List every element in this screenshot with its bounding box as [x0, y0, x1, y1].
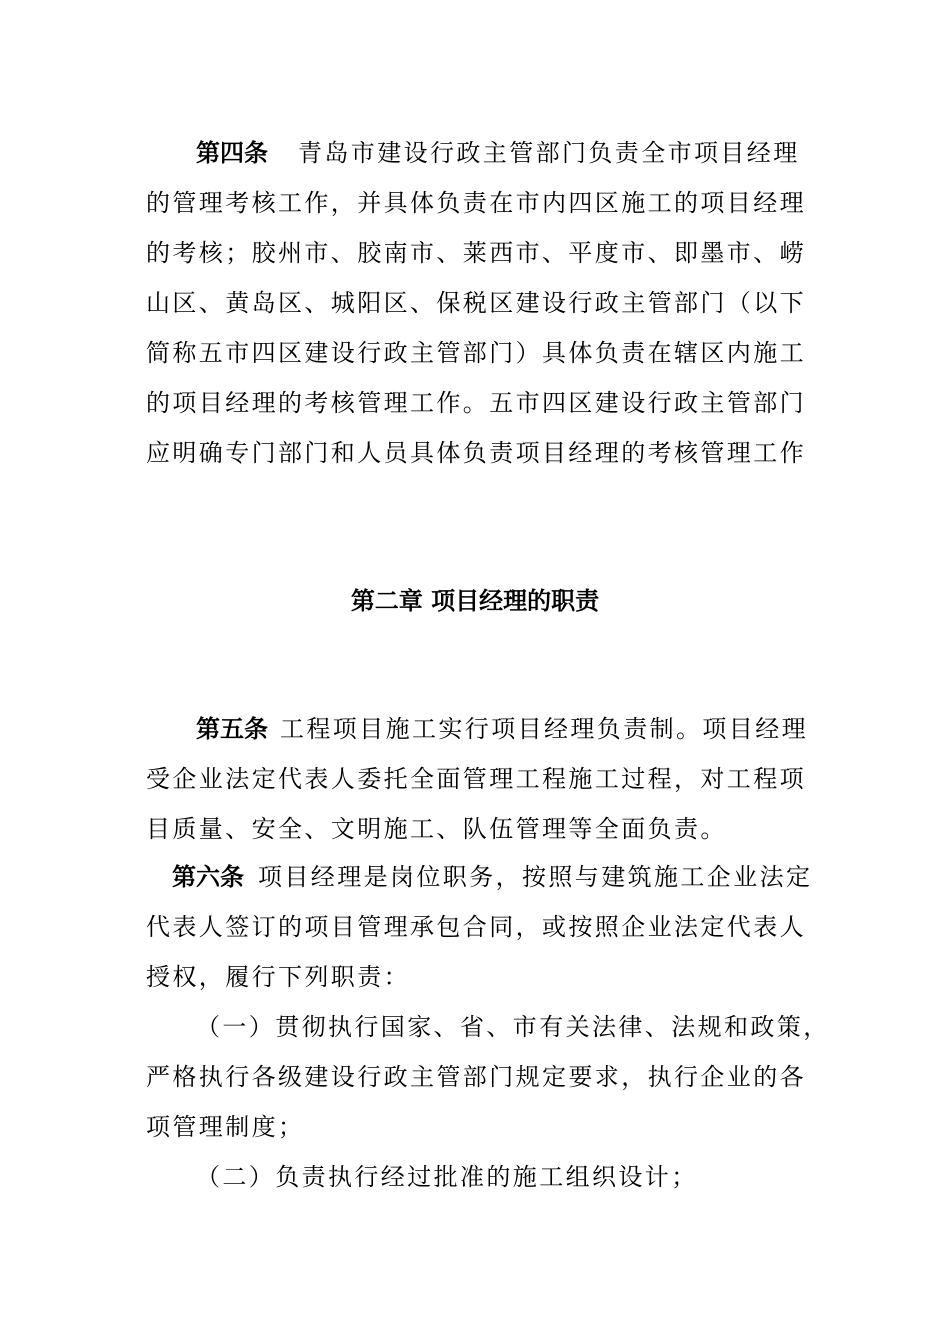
- article-4-line-7: 应明确专门部门和人员具体负责项目经理的考核管理工作: [146, 439, 806, 467]
- article-6-item-1-line-1: （一）贯彻执行国家、省、市有关法律、法规和政策，: [196, 1013, 830, 1041]
- article-5-label: 第五条: [196, 715, 268, 743]
- article-4-text: 青岛市建设行政主管部门负责全市项目经理: [298, 139, 800, 167]
- article-6-line-1: [172, 852, 852, 902]
- article-6-line-2: 代表人签订的项目管理承包合同，或按照企业法定代表人: [146, 913, 806, 941]
- article-6-item-1-line-3: 项管理制度；: [146, 1113, 305, 1141]
- article-5-line-1: [196, 704, 876, 754]
- article-5-line-3: 目质量、安全、文明施工、队伍管理等全面负责。: [146, 815, 727, 843]
- chapter-title: 第二章 项目经理的职责: [350, 587, 600, 615]
- article-4-line-5: 简称五市四区建设行政主管部门）具体负责在辖区内施工: [146, 339, 806, 367]
- article-6-label: 第六条: [172, 863, 244, 891]
- article-4-label: 第四条: [196, 139, 268, 167]
- article-6-line-3: 授权，履行下列职责：: [146, 963, 410, 991]
- article-4-line-2: 的管理考核工作，并具体负责在市内四区施工的项目经理: [146, 189, 806, 217]
- article-6-item-2-line-1: （二）负责执行经过批准的施工组织设计；: [196, 1163, 698, 1191]
- article-5-line-2: 受企业法定代表人委托全面管理工程施工过程，对工程项: [146, 765, 806, 793]
- article-6-item-1-line-2: 严格执行各级建设行政主管部门规定要求，执行企业的各: [146, 1063, 806, 1091]
- article-4-line-3: 的考核；胶州市、胶南市、莱西市、平度市、即墨市、崂: [146, 239, 806, 267]
- article-4-line-6: 的项目经理的考核管理工作。五市四区建设行政主管部门: [146, 389, 806, 417]
- article-4-line-4: 山区、黄岛区、城阳区、保税区建设行政主管部门（以下: [146, 289, 806, 317]
- article-5-text: 工程项目施工实行项目经理负责制。项目经理: [280, 715, 808, 743]
- article-4-line-1: [196, 128, 876, 178]
- article-6-text: 项目经理是岗位职务，按照与建筑施工企业法定: [258, 863, 813, 891]
